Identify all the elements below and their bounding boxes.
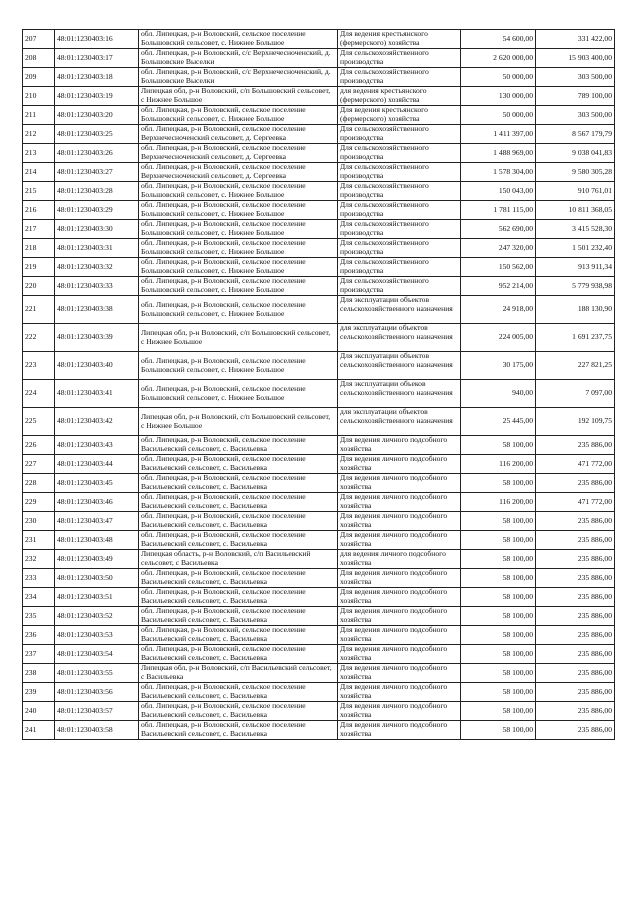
plot-area: 58 100,00 [461, 569, 536, 588]
permitted-use: Для сельскохозяйственного производства [338, 277, 461, 296]
table-row [23, 531, 615, 550]
row-number: 222 [23, 324, 55, 352]
row-number: 213 [23, 144, 55, 163]
plot-address: обл. Липецкая, р-н Воловский, сельское поселение Васильевский сельсовет, с. Васильевка [139, 683, 338, 702]
row-number: 207 [23, 30, 55, 49]
table-row [23, 258, 615, 277]
row-number: 239 [23, 683, 55, 702]
permitted-use: для эксплуатации объектов сельскохозяйственного назначения [338, 408, 461, 436]
cadastral-number: 48:01:1230403:25 [55, 125, 139, 144]
row-number: 234 [23, 588, 55, 607]
plot-address: обл. Липецкая, р-н Воловский, сельское поселение Васильевский сельсовет, с. Васильевка [139, 721, 338, 740]
cadastral-value: 471 772,00 [536, 493, 615, 512]
cadastral-value: 235 886,00 [536, 607, 615, 626]
permitted-use: Для сельскохозяйственного производства [338, 163, 461, 182]
plot-address: обл. Липецкая, р-н Воловский, сельское поселение Большовский сельсовет, с. Нижнее Большое [139, 258, 338, 277]
table-row [23, 182, 615, 201]
permitted-use: Для ведения личного подсобного хозяйства [338, 474, 461, 493]
plot-area: 58 100,00 [461, 474, 536, 493]
cadastral-number: 48:01:1230403:56 [55, 683, 139, 702]
permitted-use: Для сельскохозяйственного производства [338, 182, 461, 201]
row-number: 226 [23, 436, 55, 455]
table-row [23, 296, 615, 324]
plot-area: 224 005,00 [461, 324, 536, 352]
cadastral-value: 235 886,00 [536, 588, 615, 607]
plot-area: 58 100,00 [461, 702, 536, 721]
row-number: 221 [23, 296, 55, 324]
cadastral-value: 235 886,00 [536, 626, 615, 645]
row-number: 220 [23, 277, 55, 296]
plot-area: 58 100,00 [461, 531, 536, 550]
cadastral-value: 9 580 305,28 [536, 163, 615, 182]
plot-area: 150 562,00 [461, 258, 536, 277]
table-row [23, 163, 615, 182]
cadastral-value: 227 821,25 [536, 352, 615, 380]
table-row [23, 512, 615, 531]
row-number: 225 [23, 408, 55, 436]
cadastral-value: 192 109,75 [536, 408, 615, 436]
plot-address: обл. Липецкая, р-н Воловский, сельское поселение Васильевский сельсовет, с. Васильевка [139, 455, 338, 474]
plot-address: Липецкая обл, р-н Воловский, с/п Большовский сельсовет, с Нижнее Большое [139, 408, 338, 436]
plot-address: обл. Липецкая, р-н Воловский, сельское поселение Большовский сельсовет, с. Нижнее Большое [139, 201, 338, 220]
plot-address: обл. Липецкая, р-н Воловский, сельское поселение Верхнечесноченский сельсовет, д. Сергеевка [139, 144, 338, 163]
permitted-use: Для сельскохозяйственного производства [338, 239, 461, 258]
cadastral-number: 48:01:1230403:27 [55, 163, 139, 182]
plot-area: 58 100,00 [461, 512, 536, 531]
cadastral-number: 48:01:1230403:51 [55, 588, 139, 607]
permitted-use: Для ведения личного подсобного хозяйства [338, 702, 461, 721]
cadastral-number: 48:01:1230403:26 [55, 144, 139, 163]
plot-address: обл. Липецкая, р-н Воловский, сельское поселение Васильевский сельсовет, с. Васильевка [139, 493, 338, 512]
cadastral-number: 48:01:1230403:43 [55, 436, 139, 455]
row-number: 232 [23, 550, 55, 569]
table-row [23, 106, 615, 125]
permitted-use: Для сельскохозяйственного производства [338, 201, 461, 220]
cadastral-value: 331 422,00 [536, 30, 615, 49]
permitted-use: Для ведения личного подсобного хозяйства [338, 588, 461, 607]
cadastral-number: 48:01:1230403:30 [55, 220, 139, 239]
cadastral-number: 48:01:1230403:45 [55, 474, 139, 493]
cadastral-number: 48:01:1230403:20 [55, 106, 139, 125]
plot-address: обл. Липецкая, р-н Воловский, сельское поселение Верхнечесноченский сельсовет, д. Сергеевка [139, 125, 338, 144]
plot-area: 130 000,00 [461, 87, 536, 106]
table-row [23, 588, 615, 607]
permitted-use: Для ведения личного подсобного хозяйства [338, 455, 461, 474]
row-number: 238 [23, 664, 55, 683]
cadastral-number: 48:01:1230403:31 [55, 239, 139, 258]
cadastral-value: 910 761,01 [536, 182, 615, 201]
row-number: 228 [23, 474, 55, 493]
cadastral-value: 235 886,00 [536, 531, 615, 550]
permitted-use: Для сельскохозяйственного производства [338, 144, 461, 163]
table-row [23, 721, 615, 740]
plot-area: 50 000,00 [461, 68, 536, 87]
cadastral-value: 9 038 041,83 [536, 144, 615, 163]
cadastral-number: 48:01:1230403:28 [55, 182, 139, 201]
plot-address: обл. Липецкая, р-н Воловский, сельское поселение Большовский сельсовет, с. Нижнее Большое [139, 239, 338, 258]
cadastral-number: 48:01:1230403:50 [55, 569, 139, 588]
cadastral-value: 471 772,00 [536, 455, 615, 474]
permitted-use: Для ведения личного подсобного хозяйства [338, 626, 461, 645]
table-body [23, 30, 615, 740]
cadastral-number: 48:01:1230403:58 [55, 721, 139, 740]
table-row [23, 220, 615, 239]
cadastral-value: 15 903 400,00 [536, 49, 615, 68]
cadastral-value: 235 886,00 [536, 512, 615, 531]
cadastral-number: 48:01:1230403:54 [55, 645, 139, 664]
plot-address: обл. Липецкая, р-н Воловский, с/с Верхнечесноченский, д. Большовские Выселки [139, 68, 338, 87]
row-number: 219 [23, 258, 55, 277]
plot-address: обл. Липецкая, р-н Воловский, сельское поселение Васильевский сельсовет, с. Васильевка [139, 512, 338, 531]
plot-address: Липецкая обл, р-н Воловский, с/п Васильевский сельсовет, с Васильевка [139, 664, 338, 683]
row-number: 214 [23, 163, 55, 182]
plot-address: обл. Липецкая, р-н Воловский, с/с Верхнечесноченский, д. Большовские Выселки [139, 49, 338, 68]
cadastral-number: 48:01:1230403:55 [55, 664, 139, 683]
cadastral-value: 10 811 368,05 [536, 201, 615, 220]
plot-area: 116 200,00 [461, 493, 536, 512]
plot-area: 58 100,00 [461, 607, 536, 626]
plot-area: 1 411 397,00 [461, 125, 536, 144]
table-row [23, 408, 615, 436]
cadastral-value: 303 500,00 [536, 106, 615, 125]
table-row [23, 144, 615, 163]
plot-address: обл. Липецкая, р-н Воловский, сельское поселение Васильевский сельсовет, с. Васильевка [139, 702, 338, 721]
row-number: 235 [23, 607, 55, 626]
plot-address: обл. Липецкая, р-н Воловский, сельское поселение Васильевский сельсовет, с. Васильевка [139, 474, 338, 493]
plot-area: 940,00 [461, 380, 536, 408]
plot-address: обл. Липецкая, р-н Воловский, сельское поселение Васильевский сельсовет, с. Васильевка [139, 436, 338, 455]
cadastral-number: 48:01:1230403:49 [55, 550, 139, 569]
table-row [23, 702, 615, 721]
plot-area: 58 100,00 [461, 436, 536, 455]
cadastral-number: 48:01:1230403:42 [55, 408, 139, 436]
row-number: 208 [23, 49, 55, 68]
plot-area: 58 100,00 [461, 626, 536, 645]
plot-area: 562 690,00 [461, 220, 536, 239]
table-row [23, 87, 615, 106]
plot-area: 2 620 000,00 [461, 49, 536, 68]
table-row [23, 352, 615, 380]
row-number: 216 [23, 201, 55, 220]
table-row [23, 550, 615, 569]
plot-address: обл. Липецкая, р-н Воловский, сельское поселение Васильевский сельсовет, с. Васильевка [139, 588, 338, 607]
permitted-use: Для ведения личного подсобного хозяйства [338, 436, 461, 455]
cadastral-value: 1 691 237,75 [536, 324, 615, 352]
cadastral-number: 48:01:1230403:19 [55, 87, 139, 106]
row-number: 209 [23, 68, 55, 87]
permitted-use: Для сельскохозяйственного производства [338, 125, 461, 144]
table-row [23, 68, 615, 87]
row-number: 212 [23, 125, 55, 144]
permitted-use: Для ведения крестьянского (фермерского) хозяйства [338, 106, 461, 125]
table-row [23, 324, 615, 352]
row-number: 240 [23, 702, 55, 721]
permitted-use: Для ведения личного подсобного хозяйства [338, 645, 461, 664]
row-number: 231 [23, 531, 55, 550]
permitted-use: Для сельскохозяйственного производства [338, 49, 461, 68]
cadastral-number: 48:01:1230403:18 [55, 68, 139, 87]
document-page [22, 29, 614, 740]
permitted-use: Для ведения личного подсобного хозяйства [338, 664, 461, 683]
cadastral-value: 8 567 179,79 [536, 125, 615, 144]
row-number: 233 [23, 569, 55, 588]
plot-area: 58 100,00 [461, 683, 536, 702]
permitted-use: Для ведения личного подсобного хозяйства [338, 531, 461, 550]
row-number: 227 [23, 455, 55, 474]
plot-address: обл. Липецкая, р-н Воловский, сельское поселение Большовский сельсовет, с. Нижнее Большое [139, 380, 338, 408]
cadastral-number: 48:01:1230403:17 [55, 49, 139, 68]
row-number: 211 [23, 106, 55, 125]
cadastral-value: 913 911,34 [536, 258, 615, 277]
permitted-use: Для ведения личного подсобного хозяйства [338, 569, 461, 588]
plot-area: 58 100,00 [461, 588, 536, 607]
plot-address: обл. Липецкая, р-н Воловский, сельское поселение Васильевский сельсовет, с. Васильевка [139, 607, 338, 626]
plot-area: 30 175,00 [461, 352, 536, 380]
row-number: 218 [23, 239, 55, 258]
cadastral-value: 235 886,00 [536, 721, 615, 740]
permitted-use: Для сельскохозяйственного производства [338, 220, 461, 239]
plot-address: Липецкая обл, р-н Воловский, с/п Большовский сельсовет, с Нижнее Большое [139, 324, 338, 352]
cadastral-number: 48:01:1230403:29 [55, 201, 139, 220]
plot-area: 1 578 304,00 [461, 163, 536, 182]
plot-area: 54 600,00 [461, 30, 536, 49]
table-row [23, 474, 615, 493]
row-number: 236 [23, 626, 55, 645]
row-number: 230 [23, 512, 55, 531]
row-number: 237 [23, 645, 55, 664]
table-row [23, 607, 615, 626]
permitted-use: Для ведения крестьянского (фермерского) хозяйства [338, 30, 461, 49]
plot-address: обл. Липецкая, р-н Воловский, сельское поселение Васильевский сельсовет, с. Васильевка [139, 626, 338, 645]
table-row [23, 201, 615, 220]
cadastral-number: 48:01:1230403:46 [55, 493, 139, 512]
row-number: 241 [23, 721, 55, 740]
cadastral-number: 48:01:1230403:44 [55, 455, 139, 474]
permitted-use: Для сельскохозяйственного производства [338, 68, 461, 87]
plot-address: обл. Липецкая, р-н Воловский, сельское поселение Большовский сельсовет, с. Нижнее Большое [139, 106, 338, 125]
cadastral-value: 3 415 528,30 [536, 220, 615, 239]
cadastral-value: 235 886,00 [536, 664, 615, 683]
cadastral-value: 235 886,00 [536, 683, 615, 702]
cadastral-number: 48:01:1230403:32 [55, 258, 139, 277]
plot-area: 58 100,00 [461, 664, 536, 683]
cadastral-value: 5 779 938,98 [536, 277, 615, 296]
permitted-use: Для эксплуатации объектов сельскохозяйственного назначения [338, 296, 461, 324]
cadastral-number: 48:01:1230403:53 [55, 626, 139, 645]
plot-area: 25 445,00 [461, 408, 536, 436]
cadastral-number: 48:01:1230403:38 [55, 296, 139, 324]
row-number: 224 [23, 380, 55, 408]
plot-area: 58 100,00 [461, 645, 536, 664]
permitted-use: Для ведения личного подсобного хозяйства [338, 607, 461, 626]
permitted-use: Для ведения личного подсобного хозяйства [338, 721, 461, 740]
table-row [23, 125, 615, 144]
cadastral-number: 48:01:1230403:47 [55, 512, 139, 531]
plot-address: обл. Липецкая, р-н Воловский, сельское поселение Верхнечесноченский сельсовет, д. Сергеевка [139, 163, 338, 182]
plot-address: Липецкая область, р-н Воловский, с/п Васильевский сельсовет, с Васильевка [139, 550, 338, 569]
plot-area: 1 488 969,00 [461, 144, 536, 163]
plot-address: обл. Липецкая, р-н Воловский, сельское поселение Большовский сельсовет, с. Нижнее Большое [139, 352, 338, 380]
cadastral-value: 1 501 232,40 [536, 239, 615, 258]
table-row [23, 493, 615, 512]
table-row [23, 49, 615, 68]
plot-address: обл. Липецкая, р-н Воловский, сельское поселение Васильевский сельсовет, с. Васильевка [139, 531, 338, 550]
permitted-use: Для эксплуатации объеков сельскохозяйственного назначения [338, 380, 461, 408]
plot-area: 58 100,00 [461, 550, 536, 569]
cadastral-number: 48:01:1230403:52 [55, 607, 139, 626]
plot-address: обл. Липецкая, р-н Воловский, сельское поселение Большовский сельсовет, с. Нижнее Большое [139, 220, 338, 239]
row-number: 217 [23, 220, 55, 239]
plot-area: 952 214,00 [461, 277, 536, 296]
permitted-use: для ведения крестьянского (фермерского) хозяйства [338, 87, 461, 106]
plot-address: обл. Липецкая, р-н Воловский, сельское поселение Большовский сельсовет, с. Нижнее Большое [139, 182, 338, 201]
plot-area: 50 000,00 [461, 106, 536, 125]
plot-address: обл. Липецкая, р-н Воловский, сельское поселение Большовский сельсовет, с. Нижнее Большое [139, 296, 338, 324]
table-row [23, 455, 615, 474]
cadastral-value: 188 130,90 [536, 296, 615, 324]
cadastral-number: 48:01:1230403:40 [55, 352, 139, 380]
cadastral-value: 7 097,00 [536, 380, 615, 408]
table-row [23, 239, 615, 258]
cadastral-value: 235 886,00 [536, 550, 615, 569]
plot-area: 247 320,00 [461, 239, 536, 258]
cadastral-number: 48:01:1230403:41 [55, 380, 139, 408]
plot-area: 116 200,00 [461, 455, 536, 474]
row-number: 215 [23, 182, 55, 201]
plot-area: 24 918,00 [461, 296, 536, 324]
cadastral-value: 789 100,00 [536, 87, 615, 106]
cadastral-number: 48:01:1230403:16 [55, 30, 139, 49]
cadastral-value: 235 886,00 [536, 645, 615, 664]
cadastral-number: 48:01:1230403:33 [55, 277, 139, 296]
cadastral-number: 48:01:1230403:39 [55, 324, 139, 352]
cadastral-value: 235 886,00 [536, 702, 615, 721]
permitted-use: Для ведения личного подсобного хозяйства [338, 683, 461, 702]
cadastral-value: 303 500,00 [536, 68, 615, 87]
permitted-use: для эксплуатации объектов сельскохозяйственного назначения [338, 324, 461, 352]
table-row [23, 569, 615, 588]
plot-address: обл. Липецкая, р-н Воловский, сельское поселение Большовский сельсовет, с. Нижнее Большое [139, 30, 338, 49]
plot-area: 58 100,00 [461, 721, 536, 740]
cadastral-value: 235 886,00 [536, 474, 615, 493]
plot-address: Липецкая обл, р-н Воловский, с/п Большовский сельсовет, с Нижнее Большое [139, 87, 338, 106]
row-number: 229 [23, 493, 55, 512]
table-row [23, 277, 615, 296]
cadastral-number: 48:01:1230403:57 [55, 702, 139, 721]
plot-address: обл. Липецкая, р-н Воловский, сельское поселение Васильевский сельсовет, с. Васильевка [139, 645, 338, 664]
permitted-use: для ведения личного подсобного хозяйства [338, 550, 461, 569]
row-number: 210 [23, 87, 55, 106]
table-row [23, 683, 615, 702]
cadastral-number: 48:01:1230403:48 [55, 531, 139, 550]
table-row [23, 380, 615, 408]
row-number: 223 [23, 352, 55, 380]
table-row [23, 30, 615, 49]
plot-area: 1 781 115,00 [461, 201, 536, 220]
permitted-use: Для ведения личного подсобного хозяйства [338, 493, 461, 512]
permitted-use: Для сельскохозяйственного производства [338, 258, 461, 277]
table-row [23, 436, 615, 455]
land-plots-table [22, 29, 615, 740]
permitted-use: Для ведения личного подсобного хозяйства [338, 512, 461, 531]
plot-address: обл. Липецкая, р-н Воловский, сельское поселение Васильевский сельсовет, с. Васильевка [139, 569, 338, 588]
cadastral-value: 235 886,00 [536, 436, 615, 455]
table-row [23, 626, 615, 645]
table-row [23, 645, 615, 664]
cadastral-value: 235 886,00 [536, 569, 615, 588]
permitted-use: Для эксплуатации объектов сельскохозяйственного назначения [338, 352, 461, 380]
plot-area: 150 043,00 [461, 182, 536, 201]
table-row [23, 664, 615, 683]
plot-address: обл. Липецкая, р-н Воловский, сельское поселение Большовский сельсовет, с. Нижнее Большое [139, 277, 338, 296]
